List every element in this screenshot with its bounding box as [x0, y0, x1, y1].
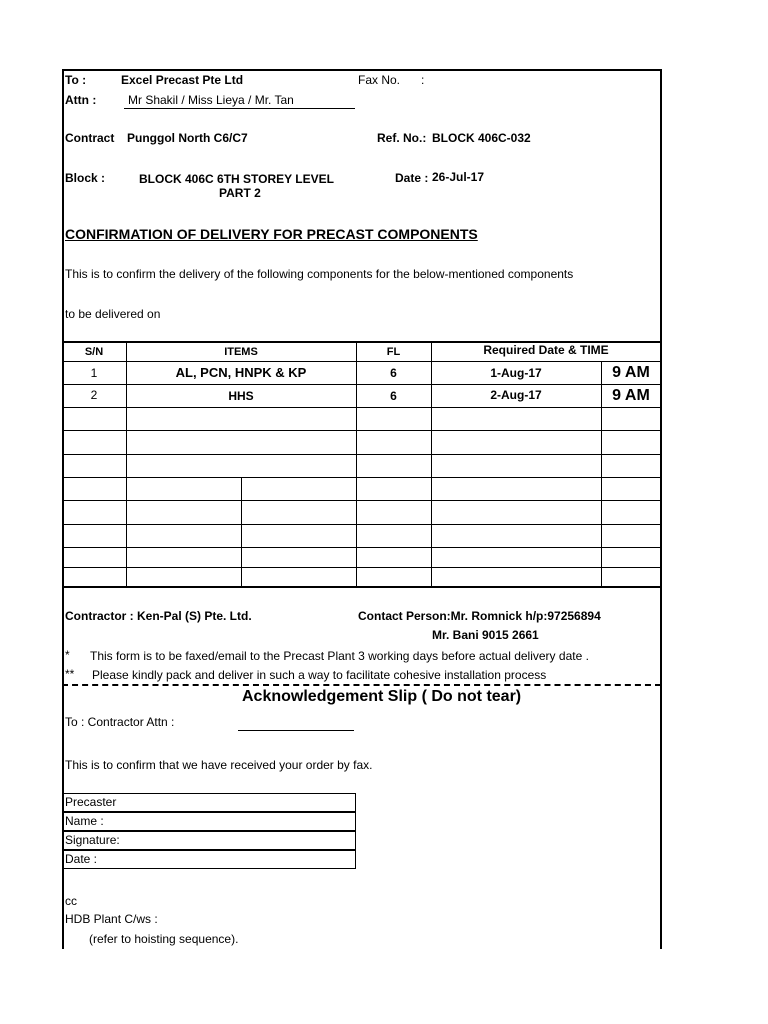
- refer-text: (refer to hoisting sequence).: [89, 932, 239, 946]
- row-time: 9 AM: [612, 364, 650, 381]
- block-value-line2: PART 2: [219, 186, 261, 200]
- row-date: 1-Aug-17: [490, 366, 542, 380]
- date-value: 26-Jul-17: [432, 170, 485, 184]
- note-mark-1: *: [65, 648, 70, 662]
- fax-colon: :: [421, 73, 425, 87]
- slip-confirm-text: This is to confirm that we have received your order by fax.: [65, 758, 373, 772]
- col-header-required-date: Required Date & TIME: [483, 343, 609, 357]
- attn-label: Attn :: [65, 93, 97, 107]
- precaster-field: Precaster: [62, 793, 356, 812]
- col-header-items: ITEMS: [224, 346, 258, 358]
- block-label: Block :: [65, 171, 106, 185]
- note-text-1: This form is to be faxed/email to the Precast Plant 3 working days before actual delivery date .: [90, 649, 589, 663]
- ref-value: BLOCK 406C-032: [432, 131, 531, 145]
- col-header-fl: FL: [386, 346, 401, 358]
- row-fl: 6: [390, 366, 397, 380]
- to-label: To :: [65, 73, 87, 87]
- note-text-2: Please kindly pack and deliver in such a way to facilitate cohesive installation process: [92, 668, 547, 682]
- fax-label: Fax No.: [358, 73, 401, 87]
- signature-field: Signature:: [62, 831, 356, 850]
- row-fl: 6: [390, 389, 397, 403]
- row-time: 9 AM: [612, 387, 650, 404]
- row-items: AL, PCN, HNPK & KP: [175, 365, 307, 380]
- date-field: Date :: [62, 850, 356, 869]
- form-top-border: [62, 69, 661, 71]
- contract-value: Punggol North C6/C7: [127, 131, 248, 145]
- hdb-plant-label: HDB Plant C/ws :: [65, 912, 158, 926]
- name-field: Name :: [62, 812, 356, 831]
- date-label: Date :: [395, 171, 429, 185]
- row-items: HHS: [228, 389, 254, 403]
- note-mark-2: **: [65, 667, 75, 681]
- row-sn: 1: [90, 366, 98, 380]
- attn-value: Mr Shakil / Miss Lieya / Mr. Tan: [128, 93, 294, 107]
- attn-underline: [124, 108, 355, 109]
- delivered-on-text: to be delivered on: [65, 307, 161, 321]
- cc-label: cc: [65, 894, 77, 908]
- col-header-sn: S/N: [84, 346, 104, 358]
- ref-label: Ref. No.:: [377, 131, 427, 145]
- contact-person-line1: Contact Person:Mr. Romnick h/p:97256894: [358, 609, 601, 623]
- row-sn: 2: [90, 388, 98, 402]
- slip-to-line: To : Contractor Attn :: [65, 715, 175, 729]
- intro-text: This is to confirm the delivery of the following components for the below-mentioned components: [65, 267, 574, 281]
- contractor-label: Contractor : Ken-Pal (S) Pte. Ltd.: [65, 609, 252, 623]
- block-value-line1: BLOCK 406C 6TH STOREY LEVEL: [139, 172, 334, 186]
- contract-label: Contract: [65, 131, 115, 145]
- row-date: 2-Aug-17: [490, 388, 542, 402]
- tear-line: [62, 684, 661, 686]
- to-value: Excel Precast Pte Ltd: [121, 73, 244, 87]
- form-right-border: [660, 69, 662, 949]
- contact-person-line2: Mr. Bani 9015 2661: [432, 628, 539, 642]
- slip-attn-underline: [238, 730, 354, 731]
- slip-title: Acknowledgement Slip ( Do not tear): [242, 688, 522, 705]
- form-title: CONFIRMATION OF DELIVERY FOR PRECAST COMPONENTS: [65, 226, 478, 242]
